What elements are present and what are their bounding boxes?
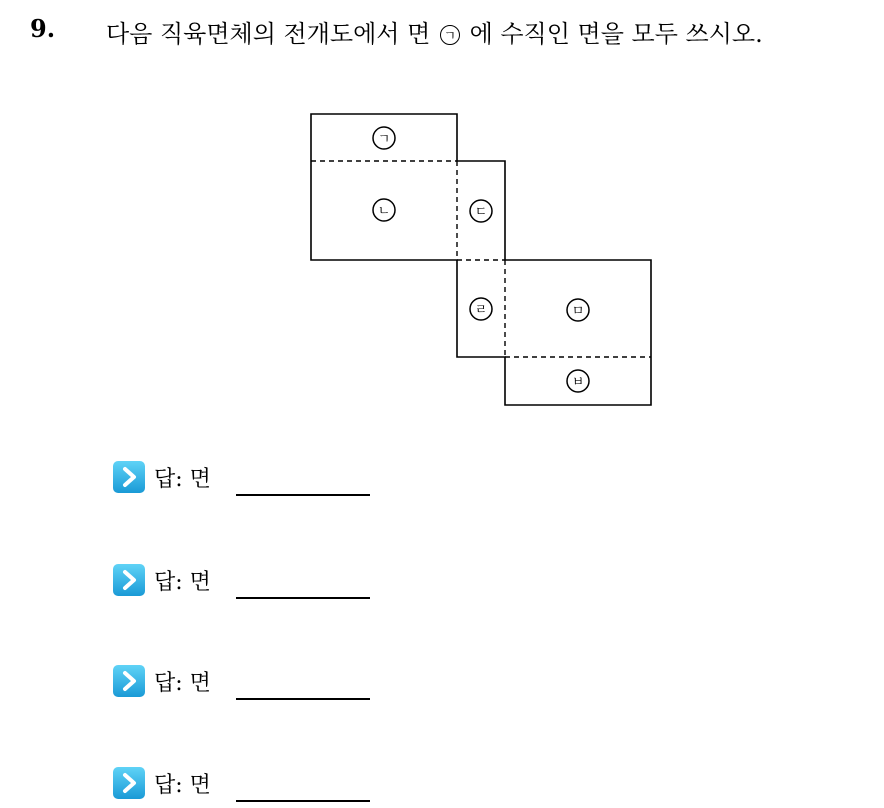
net-outline: [311, 114, 651, 405]
answer-blank[interactable]: [236, 698, 370, 700]
face-label: [470, 298, 492, 320]
face-label-text: ㅁ: [571, 304, 585, 319]
face-label-text: ㄷ: [474, 205, 488, 220]
face-label: [567, 299, 589, 321]
question-number: 9.: [30, 14, 56, 43]
face-label-text: ㄴ: [377, 204, 391, 219]
answer-label: 답: 면: [154, 671, 211, 696]
face-label-text: ㄹ: [474, 303, 488, 318]
face-label-text: ㅂ: [571, 375, 585, 390]
question-marker: ㄱ: [440, 25, 460, 45]
answer-blank[interactable]: [236, 597, 370, 599]
question-text-before: 다음 직육면체의 전개도에서 면: [106, 20, 431, 48]
answer-label: 답: 면: [154, 773, 211, 798]
arrow-icon: [112, 460, 146, 494]
face-label-text: ㄱ: [377, 132, 391, 147]
face-label: [373, 127, 395, 149]
question-text-after: 에 수직인 면을 모두 쓰시오.: [469, 20, 763, 48]
answer-label: 답: 면: [154, 467, 211, 492]
answer-blank[interactable]: [236, 494, 370, 496]
face-label: [470, 200, 492, 222]
face-label: [373, 199, 395, 221]
answer-blank[interactable]: [236, 800, 370, 802]
arrow-icon: [112, 664, 146, 698]
answer-label: 답: 면: [154, 570, 211, 595]
arrow-icon: [112, 766, 146, 800]
arrow-icon: [112, 563, 146, 597]
face-label: [567, 370, 589, 392]
